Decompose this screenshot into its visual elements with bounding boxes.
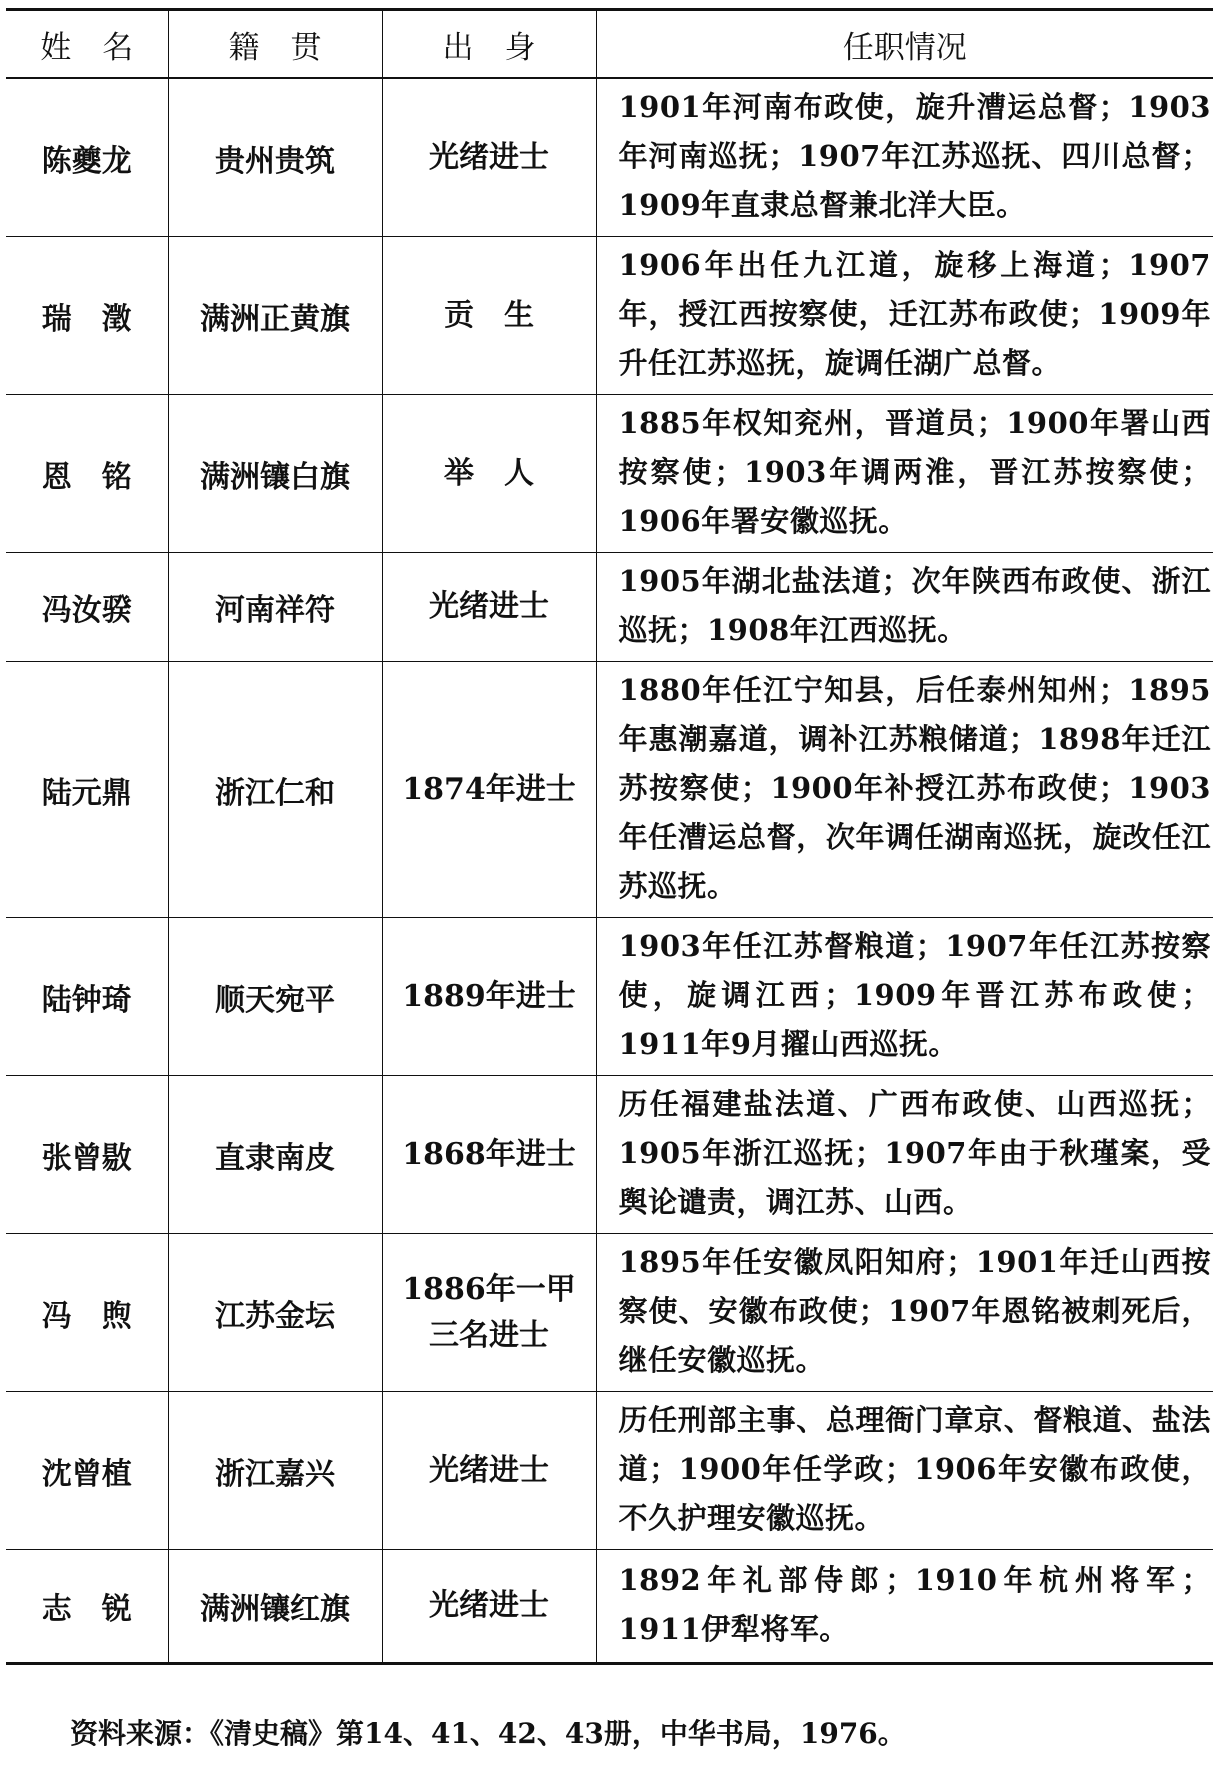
cell-name: 冯 煦 [6, 1234, 168, 1392]
table-row [6, 1550, 1213, 1664]
cell-origin: 顺天宛平 [168, 918, 382, 1076]
cell-origin: 满洲镶红旗 [168, 1550, 382, 1664]
cell-name: 冯汝骙 [6, 553, 168, 662]
cell-posts: 1901年河南布政使，旋升漕运总督；1903年河南巡抚；1907年江苏巡抚、四川总督；1909年直隶总督兼北洋大臣。 [596, 78, 1213, 237]
cell-origin: 河南祥符 [168, 553, 382, 662]
table-row [6, 395, 1213, 553]
table-row [6, 553, 1213, 662]
cell-name: 恩 铭 [6, 395, 168, 553]
cell-name: 张曾敭 [6, 1076, 168, 1234]
cell-origin: 贵州贵筑 [168, 78, 382, 237]
cell-posts: 1892年礼部侍郎；1910年杭州将军；1911伊犁将军。 [596, 1550, 1213, 1664]
header-background: 出 身 [382, 10, 596, 79]
cell-origin: 浙江嘉兴 [168, 1392, 382, 1550]
cell-posts: 1905年湖北盐法道；次年陕西布政使、浙江巡抚；1908年江西巡抚。 [596, 553, 1213, 662]
table-row [6, 918, 1213, 1076]
cell-posts: 1885年权知兖州，晋道员；1900年署山西按察使；1903年调两淮，晋江苏按察使；1906年署安徽巡抚。 [596, 395, 1213, 553]
table-row [6, 78, 1213, 237]
cell-origin: 江苏金坛 [168, 1234, 382, 1392]
cell-posts: 1903年任江苏督粮道；1907年任江苏按察使，旋调江西；1909年晋江苏布政使；1911年9月擢山西巡抚。 [596, 918, 1213, 1076]
table-row [6, 237, 1213, 395]
cell-origin: 浙江仁和 [168, 662, 382, 918]
cell-origin: 满洲镶白旗 [168, 395, 382, 553]
cell-origin: 满洲正黄旗 [168, 237, 382, 395]
cell-background: 贡 生 [382, 237, 596, 395]
cell-name: 陆钟琦 [6, 918, 168, 1076]
cell-name: 陈夔龙 [6, 78, 168, 237]
cell-background: 1886年一甲三名进士 [382, 1234, 596, 1392]
table-row [6, 662, 1213, 918]
cell-background: 光绪进士 [382, 1392, 596, 1550]
cell-posts: 1895年任安徽凤阳知府；1901年迁山西按察使、安徽布政使；1907年恩铭被刺死后，继任安徽巡抚。 [596, 1234, 1213, 1392]
cell-background: 举 人 [382, 395, 596, 553]
cell-origin: 直隶南皮 [168, 1076, 382, 1234]
table-header-row [6, 10, 1213, 79]
cell-posts: 1906年出任九江道，旋移上海道；1907年，授江西按察使，迁江苏布政使；1909年升任江苏巡抚，旋调任湖广总督。 [596, 237, 1213, 395]
source-note: 资料来源：《清史稿》第14、41、42、43册，中华书局，1976。 [70, 1717, 906, 1750]
cell-name: 陆元鼎 [6, 662, 168, 918]
cell-background: 光绪进士 [382, 553, 596, 662]
cell-background: 光绪进士 [382, 1550, 596, 1664]
cell-posts: 历任福建盐法道、广西布政使、山西巡抚；1905年浙江巡抚；1907年由于秋瑾案，受舆论谴责，调江苏、山西。 [596, 1076, 1213, 1234]
officials-table-container [6, 8, 1213, 1665]
officials-table [6, 8, 1213, 1665]
cell-background: 1889年进士 [382, 918, 596, 1076]
cell-background: 1874年进士 [382, 662, 596, 918]
cell-name: 志 锐 [6, 1550, 168, 1664]
header-posts: 任职情况 [596, 10, 1213, 79]
cell-name: 瑞 澂 [6, 237, 168, 395]
cell-name: 沈曾植 [6, 1392, 168, 1550]
cell-posts: 1880年任江宁知县，后任泰州知州；1895年惠潮嘉道，调补江苏粮储道；1898年迁江苏按察使；1900年补授江苏布政使；1903年任漕运总督，次年调任湖南巡抚，旋改任江苏巡抚。 [596, 662, 1213, 918]
cell-background: 光绪进士 [382, 78, 596, 237]
cell-background: 1868年进士 [382, 1076, 596, 1234]
header-origin: 籍 贯 [168, 10, 382, 79]
table-row [6, 1234, 1213, 1392]
table-row [6, 1076, 1213, 1234]
header-name: 姓 名 [6, 10, 168, 79]
table-row [6, 1392, 1213, 1550]
cell-posts: 历任刑部主事、总理衙门章京、督粮道、盐法道；1900年任学政；1906年安徽布政使，不久护理安徽巡抚。 [596, 1392, 1213, 1550]
